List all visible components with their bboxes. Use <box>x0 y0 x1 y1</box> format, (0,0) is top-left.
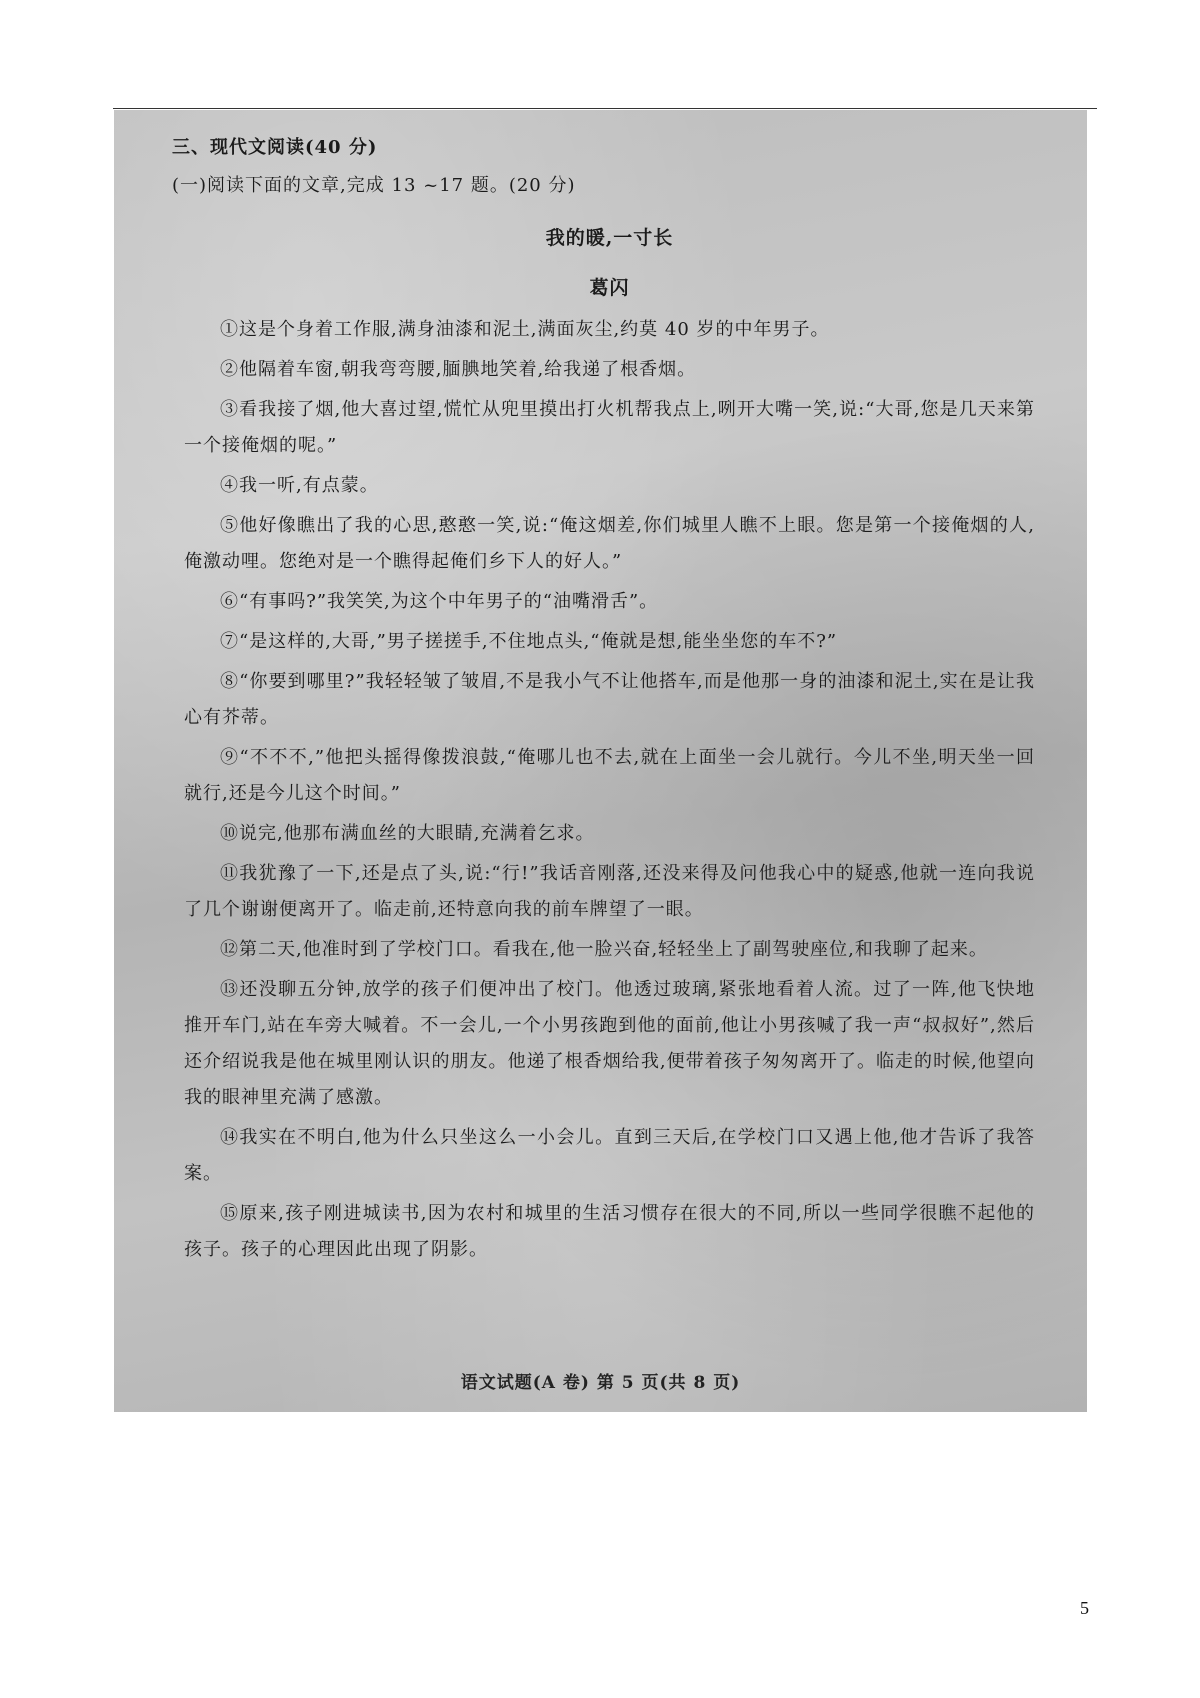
paragraph-10: ⑩说完,他那布满血丝的大眼睛,充满着乞求。 <box>220 823 595 844</box>
paragraph-12: ⑫第二天,他准时到了学校门口。看我在,他一脸兴奋,轻轻坐上了副驾驶座位,和我聊了起来。 <box>220 939 988 960</box>
paragraph-9: ⑨“不不不,”他把头摇得像拨浪鼓,“俺哪儿也不去,就在上面坐一会儿就行。今儿不坐,明天坐一回就行,还是今儿这个时间。” <box>184 747 1035 804</box>
section-title: 三、现代文阅读(40 分) <box>172 137 378 158</box>
paragraph-11: ⑪我犹豫了一下,还是点了头,说:“行!”我话音刚落,还没来得及问他我心中的疑惑,他就一连向我说了几个谢谢便离开了。临走前,还特意向我的前车牌望了一眼。 <box>184 863 1035 920</box>
paragraph-8: ⑧“你要到哪里?”我轻轻皱了皱眉,不是我小气不让他搭车,而是他那一身的油漆和泥土,实在是让我心有芥蒂。 <box>184 671 1035 728</box>
page-number: 5 <box>1080 1598 1089 1618</box>
paragraph-3: ③看我接了烟,他大喜过望,慌忙从兜里摸出打火机帮我点上,咧开大嘴一笑,说:“大哥,您是几天来第一个接俺烟的呢。” <box>184 399 1035 456</box>
paragraph-2: ②他隔着车窗,朝我弯弯腰,腼腆地笑着,给我递了根香烟。 <box>220 359 697 380</box>
top-rule <box>113 108 1097 109</box>
paragraph-1: ①这是个身着工作服,满身油漆和泥土,满面灰尘,约莫 40 岁的中年男子。 <box>220 319 830 340</box>
paragraph-5: ⑤他好像瞧出了我的心思,憨憨一笑,说:“俺这烟差,你们城里人瞧不上眼。您是第一个接俺烟的人,俺激动哩。您绝对是一个瞧得起俺们乡下人的好人。” <box>184 515 1035 572</box>
paragraph-4: ④我一听,有点蒙。 <box>220 475 379 496</box>
exam-footer: 语文试题(A 卷) 第 5 页(共 8 页) <box>460 1373 741 1393</box>
article-title: 我的暖,一寸长 <box>545 227 674 249</box>
question-instruction: (一)阅读下面的文章,完成 13 ~17 题。(20 分) <box>172 175 576 196</box>
article-author: 葛闪 <box>589 277 630 299</box>
paragraph-7: ⑦“是这样的,大哥,”男子搓搓手,不住地点头,“俺就是想,能坐坐您的车不?” <box>220 631 838 652</box>
paragraph-6: ⑥“有事吗?”我笑笑,为这个中年男子的“油嘴滑舌”。 <box>220 591 659 612</box>
paragraph-15: ⑮原来,孩子刚进城读书,因为农村和城里的生活习惯存在很大的不同,所以一些同学很瞧不起他的孩子。孩子的心理因此出现了阴影。 <box>184 1203 1035 1260</box>
exam-page-photo <box>114 110 1087 1412</box>
paragraph-13: ⑬还没聊五分钟,放学的孩子们便冲出了校门。他透过玻璃,紧张地看着人流。过了一阵,他飞快地推开车门,站在车旁大喊着。不一会儿,一个小男孩跑到他的面前,他让小男孩喊了我一声“叔叔好”,然后还介绍说我是他在城里刚认识的朋友。他递了根香烟给我,便带着孩子匆匆离开了。临走的时候,他望向我的眼神里充满了感激。 <box>184 979 1035 1108</box>
paragraph-14: ⑭我实在不明白,他为什么只坐这么一小会儿。直到三天后,在学校门口又遇上他,他才告诉了我答案。 <box>184 1127 1035 1184</box>
